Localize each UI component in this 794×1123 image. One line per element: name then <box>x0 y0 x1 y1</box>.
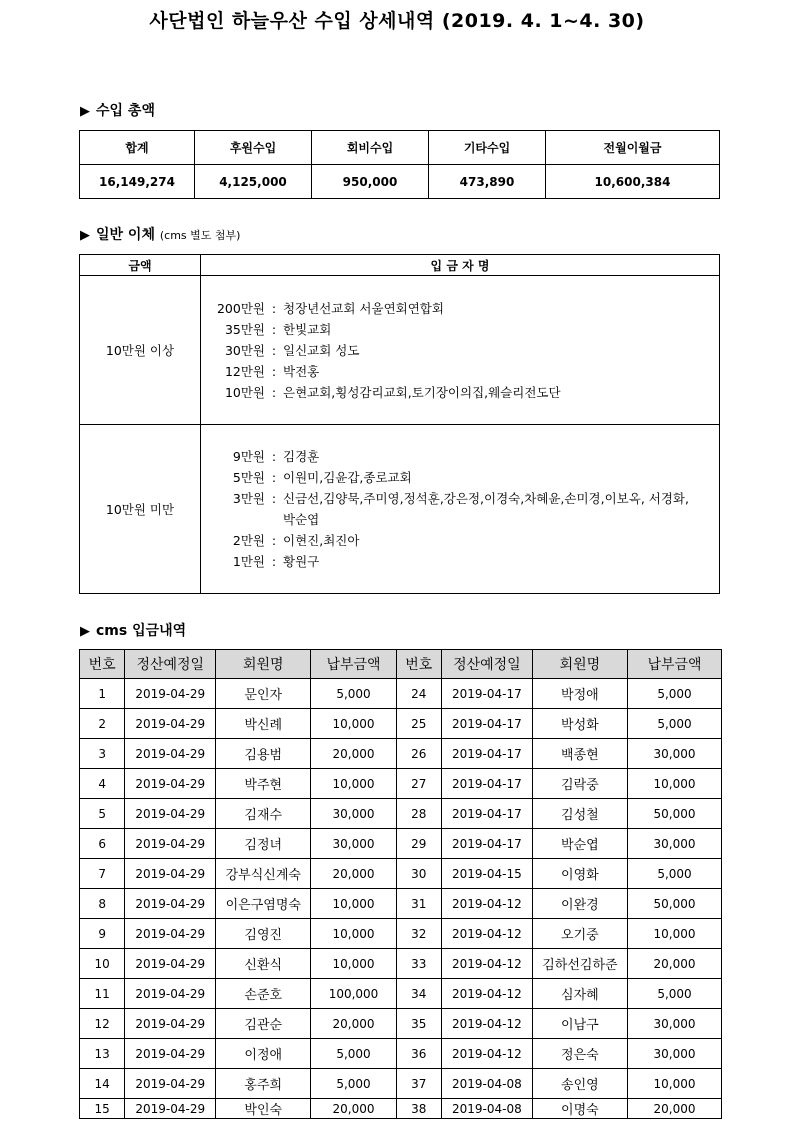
transfer-header-row <box>80 255 720 276</box>
table-cell: 김락중 <box>532 769 627 799</box>
donor-amount: 10만원 <box>224 384 265 400</box>
table-cell: 2019-04-17 <box>441 799 532 829</box>
table-cell: 강부식신계숙 <box>216 859 311 889</box>
table-cell: 2019-04-12 <box>441 1039 532 1069</box>
table-cell: 30,000 <box>628 739 722 769</box>
cms-header-cell: 번호 <box>396 650 441 679</box>
table-cell: 2019-04-29 <box>125 1099 216 1119</box>
donor-list <box>201 446 719 572</box>
donor-names: 은현교회,횡성감리교회,토기장이의집,웨슬리전도단 <box>283 384 561 400</box>
table-cell: 30,000 <box>311 829 396 859</box>
table-cell: 2019-04-29 <box>125 859 216 889</box>
table-row <box>80 769 722 799</box>
table-cell: 10,000 <box>311 709 396 739</box>
summary-value-carryover: 10,600,384 <box>546 165 720 199</box>
table-cell: 김영진 <box>216 919 311 949</box>
donor-separator: : <box>271 470 277 485</box>
table-cell: 10,000 <box>628 769 722 799</box>
table-cell: 5,000 <box>628 679 722 709</box>
donor-separator: : <box>271 342 277 358</box>
cms-table-body <box>80 679 722 1119</box>
donor-names: 박전홍 <box>283 363 320 379</box>
cms-header-cell: 정산예정일 <box>125 650 216 679</box>
cms-header-cell: 정산예정일 <box>441 650 532 679</box>
table-cell: 2019-04-29 <box>125 829 216 859</box>
table-cell: 34 <box>396 979 441 1009</box>
table-cell: 7 <box>80 859 125 889</box>
donor-separator: : <box>271 321 277 337</box>
table-cell: 2019-04-29 <box>125 709 216 739</box>
summary-heading-label: 수입 총액 <box>96 103 155 119</box>
table-cell: 백종현 <box>532 739 627 769</box>
transfer-heading-note: (cms 별도 첨부) <box>159 229 241 242</box>
transfer-heading <box>80 224 240 244</box>
transfer-band-row <box>80 276 720 425</box>
table-cell: 박신례 <box>216 709 311 739</box>
table-cell: 김성철 <box>532 799 627 829</box>
table-row <box>80 1039 722 1069</box>
donor-separator: : <box>271 449 277 464</box>
donor-amount: 9만원 <box>232 449 265 464</box>
table-cell: 11 <box>80 979 125 1009</box>
transfer-band-row <box>80 425 720 594</box>
table-cell: 5,000 <box>628 709 722 739</box>
table-cell: 30,000 <box>628 829 722 859</box>
table-row <box>80 739 722 769</box>
table-row <box>80 679 722 709</box>
table-cell: 13 <box>80 1039 125 1069</box>
cms-heading-label: cms 입금내역 <box>96 623 187 639</box>
table-cell: 2019-04-15 <box>441 859 532 889</box>
table-row <box>80 1099 722 1119</box>
cms-header-row <box>80 650 722 679</box>
donor-names: 김경훈 <box>283 449 320 464</box>
table-cell: 100,000 <box>311 979 396 1009</box>
donor-amount: 1만원 <box>232 554 265 569</box>
table-cell: 박주현 <box>216 769 311 799</box>
table-cell: 2019-04-17 <box>441 769 532 799</box>
table-cell: 10 <box>80 949 125 979</box>
table-cell: 2019-04-29 <box>125 739 216 769</box>
table-cell: 20,000 <box>311 739 396 769</box>
summary-value-other: 473,890 <box>429 165 546 199</box>
table-cell: 홍주희 <box>216 1069 311 1099</box>
summary-value-dues: 950,000 <box>312 165 429 199</box>
table-cell: 5,000 <box>628 859 722 889</box>
summary-header-dues: 회비수입 <box>312 131 429 165</box>
donor-line <box>215 467 719 488</box>
donor-list <box>201 298 719 403</box>
summary-value-donation: 4,125,000 <box>195 165 312 199</box>
donor-amount: 200만원 <box>216 300 265 316</box>
donor-line <box>215 298 719 319</box>
table-cell: 오기중 <box>532 919 627 949</box>
table-row <box>80 919 722 949</box>
table-cell: 10,000 <box>628 919 722 949</box>
table-cell: 20,000 <box>311 1099 396 1119</box>
summary-header-row <box>80 131 720 165</box>
table-cell: 2019-04-29 <box>125 889 216 919</box>
summary-header-donation: 후원수입 <box>195 131 312 165</box>
table-cell: 2019-04-17 <box>441 829 532 859</box>
table-cell: 2019-04-12 <box>441 1009 532 1039</box>
table-cell: 9 <box>80 919 125 949</box>
table-cell: 5,000 <box>628 979 722 1009</box>
table-cell: 33 <box>396 949 441 979</box>
table-cell: 8 <box>80 889 125 919</box>
table-cell: 2019-04-29 <box>125 949 216 979</box>
donor-separator: : <box>271 554 277 569</box>
table-cell: 24 <box>396 679 441 709</box>
summary-heading <box>80 100 155 120</box>
transfer-heading-label: 일반 이체 <box>96 227 155 243</box>
table-cell: 김용범 <box>216 739 311 769</box>
donor-separator: : <box>271 363 277 379</box>
table-cell: 12 <box>80 1009 125 1039</box>
donor-names: 신금선,김양묵,주미영,정석훈,강은정,이경숙,차혜윤,손미경,이보옥, 서경화,박순엽 <box>283 491 689 527</box>
table-cell: 10,000 <box>311 949 396 979</box>
table-cell: 26 <box>396 739 441 769</box>
table-cell: 30,000 <box>628 1039 722 1069</box>
transfer-header-amount: 금액 <box>80 255 201 276</box>
table-cell: 김재수 <box>216 799 311 829</box>
table-cell: 박인숙 <box>216 1099 311 1119</box>
summary-value-row <box>80 165 720 199</box>
donor-line <box>215 382 719 403</box>
donor-names: 이현진,최진아 <box>283 533 360 548</box>
table-cell: 20,000 <box>628 949 722 979</box>
summary-header-other: 기타수입 <box>429 131 546 165</box>
donor-amount: 12만원 <box>224 363 265 379</box>
transfer-header-depositor: 입 금 자 명 <box>201 255 720 276</box>
table-cell: 10,000 <box>628 1069 722 1099</box>
table-cell: 2019-04-17 <box>441 739 532 769</box>
table-row <box>80 859 722 889</box>
donor-names: 황원구 <box>283 554 320 569</box>
donor-names: 이원미,김윤갑,종로교회 <box>283 470 412 485</box>
table-cell: 2019-04-08 <box>441 1069 532 1099</box>
table-row <box>80 799 722 829</box>
transfer-band-label: 10만원 미만 <box>80 425 201 594</box>
donor-amount: 2만원 <box>232 533 265 548</box>
table-cell: 31 <box>396 889 441 919</box>
table-cell: 2019-04-17 <box>441 709 532 739</box>
table-cell: 2019-04-29 <box>125 919 216 949</box>
table-cell: 4 <box>80 769 125 799</box>
table-cell: 29 <box>396 829 441 859</box>
table-cell: 김정녀 <box>216 829 311 859</box>
table-cell: 2019-04-17 <box>441 679 532 709</box>
table-cell: 5,000 <box>311 1039 396 1069</box>
table-cell: 30,000 <box>311 799 396 829</box>
table-cell: 2019-04-08 <box>441 1099 532 1119</box>
page-title: 사단법인 하늘우산 수입 상세내역 (2019. 4. 1~4. 30) <box>149 10 645 32</box>
cms-heading <box>80 620 186 640</box>
table-cell: 32 <box>396 919 441 949</box>
table-cell: 5,000 <box>311 1069 396 1099</box>
donor-amount: 3만원 <box>232 491 265 506</box>
table-cell: 14 <box>80 1069 125 1099</box>
table-cell: 30 <box>396 859 441 889</box>
cms-table <box>79 649 722 1119</box>
table-cell: 20,000 <box>311 1009 396 1039</box>
table-cell: 송인영 <box>532 1069 627 1099</box>
table-cell: 38 <box>396 1099 441 1119</box>
table-cell: 2019-04-29 <box>125 799 216 829</box>
transfer-band-donors <box>201 425 720 594</box>
triangle-bullet-icon: ▶ <box>80 228 90 243</box>
transfer-band-donors <box>201 276 720 425</box>
table-cell: 2019-04-29 <box>125 1009 216 1039</box>
table-cell: 50,000 <box>628 889 722 919</box>
donor-names: 한빛교회 <box>283 321 332 337</box>
transfer-band-label: 10만원 이상 <box>80 276 201 425</box>
donor-separator: : <box>271 300 277 316</box>
cms-header-cell: 회원명 <box>532 650 627 679</box>
summary-value-total: 16,149,274 <box>80 165 195 199</box>
table-cell: 이명숙 <box>532 1099 627 1119</box>
summary-header-total: 합계 <box>80 131 195 165</box>
table-cell: 35 <box>396 1009 441 1039</box>
table-row <box>80 889 722 919</box>
table-cell: 1 <box>80 679 125 709</box>
table-cell: 박순엽 <box>532 829 627 859</box>
table-cell: 20,000 <box>628 1099 722 1119</box>
table-cell: 김하선김하준 <box>532 949 627 979</box>
donor-separator: : <box>271 384 277 400</box>
donor-separator: : <box>271 491 277 506</box>
table-row <box>80 1069 722 1099</box>
donor-line <box>215 551 719 572</box>
table-cell: 37 <box>396 1069 441 1099</box>
table-cell: 36 <box>396 1039 441 1069</box>
donor-line <box>215 319 719 340</box>
donor-amount: 35만원 <box>224 321 265 337</box>
table-cell: 30,000 <box>628 1009 722 1039</box>
table-cell: 2019-04-12 <box>441 919 532 949</box>
table-cell: 2019-04-12 <box>441 949 532 979</box>
table-cell: 이남구 <box>532 1009 627 1039</box>
table-cell: 20,000 <box>311 859 396 889</box>
table-cell: 신환식 <box>216 949 311 979</box>
table-cell: 28 <box>396 799 441 829</box>
donor-line <box>215 340 719 361</box>
donor-line <box>215 530 719 551</box>
triangle-bullet-icon: ▶ <box>80 104 90 119</box>
donor-separator: : <box>271 533 277 548</box>
donor-amount: 5만원 <box>232 470 265 485</box>
donor-line <box>215 361 719 382</box>
donor-line <box>215 488 719 530</box>
cms-header-cell: 납부금액 <box>311 650 396 679</box>
transfer-table <box>79 254 720 594</box>
donor-amount: 30만원 <box>224 342 265 358</box>
table-cell: 2019-04-29 <box>125 1039 216 1069</box>
table-row <box>80 1009 722 1039</box>
table-cell: 이은구염명숙 <box>216 889 311 919</box>
table-cell: 50,000 <box>628 799 722 829</box>
table-cell: 3 <box>80 739 125 769</box>
table-cell: 5 <box>80 799 125 829</box>
table-cell: 2019-04-12 <box>441 889 532 919</box>
table-cell: 10,000 <box>311 769 396 799</box>
donor-names: 일신교회 성도 <box>283 342 360 358</box>
summary-header-carryover: 전월이월금 <box>546 131 720 165</box>
table-row <box>80 709 722 739</box>
table-cell: 6 <box>80 829 125 859</box>
table-cell: 심자혜 <box>532 979 627 1009</box>
cms-header-cell: 회원명 <box>216 650 311 679</box>
cms-header-cell: 번호 <box>80 650 125 679</box>
table-cell: 정은숙 <box>532 1039 627 1069</box>
table-cell: 문인자 <box>216 679 311 709</box>
table-cell: 15 <box>80 1099 125 1119</box>
table-cell: 10,000 <box>311 919 396 949</box>
table-cell: 이영화 <box>532 859 627 889</box>
table-row <box>80 979 722 1009</box>
table-cell: 2019-04-29 <box>125 1069 216 1099</box>
table-cell: 2019-04-12 <box>441 979 532 1009</box>
table-cell: 5,000 <box>311 679 396 709</box>
triangle-bullet-icon: ▶ <box>80 624 90 639</box>
table-cell: 2019-04-29 <box>125 769 216 799</box>
summary-table <box>79 130 720 199</box>
table-cell: 27 <box>396 769 441 799</box>
table-cell: 25 <box>396 709 441 739</box>
table-cell: 손준호 <box>216 979 311 1009</box>
table-row <box>80 829 722 859</box>
table-cell: 2 <box>80 709 125 739</box>
table-cell: 2019-04-29 <box>125 679 216 709</box>
table-cell: 10,000 <box>311 889 396 919</box>
table-cell: 이정애 <box>216 1039 311 1069</box>
table-cell: 2019-04-29 <box>125 979 216 1009</box>
donor-line <box>215 446 719 467</box>
table-cell: 이완경 <box>532 889 627 919</box>
table-cell: 박정애 <box>532 679 627 709</box>
donor-names: 청장년선교회 서울연회연합회 <box>283 300 444 316</box>
table-cell: 박성화 <box>532 709 627 739</box>
cms-header-cell: 납부금액 <box>628 650 722 679</box>
table-cell: 김관순 <box>216 1009 311 1039</box>
table-row <box>80 949 722 979</box>
